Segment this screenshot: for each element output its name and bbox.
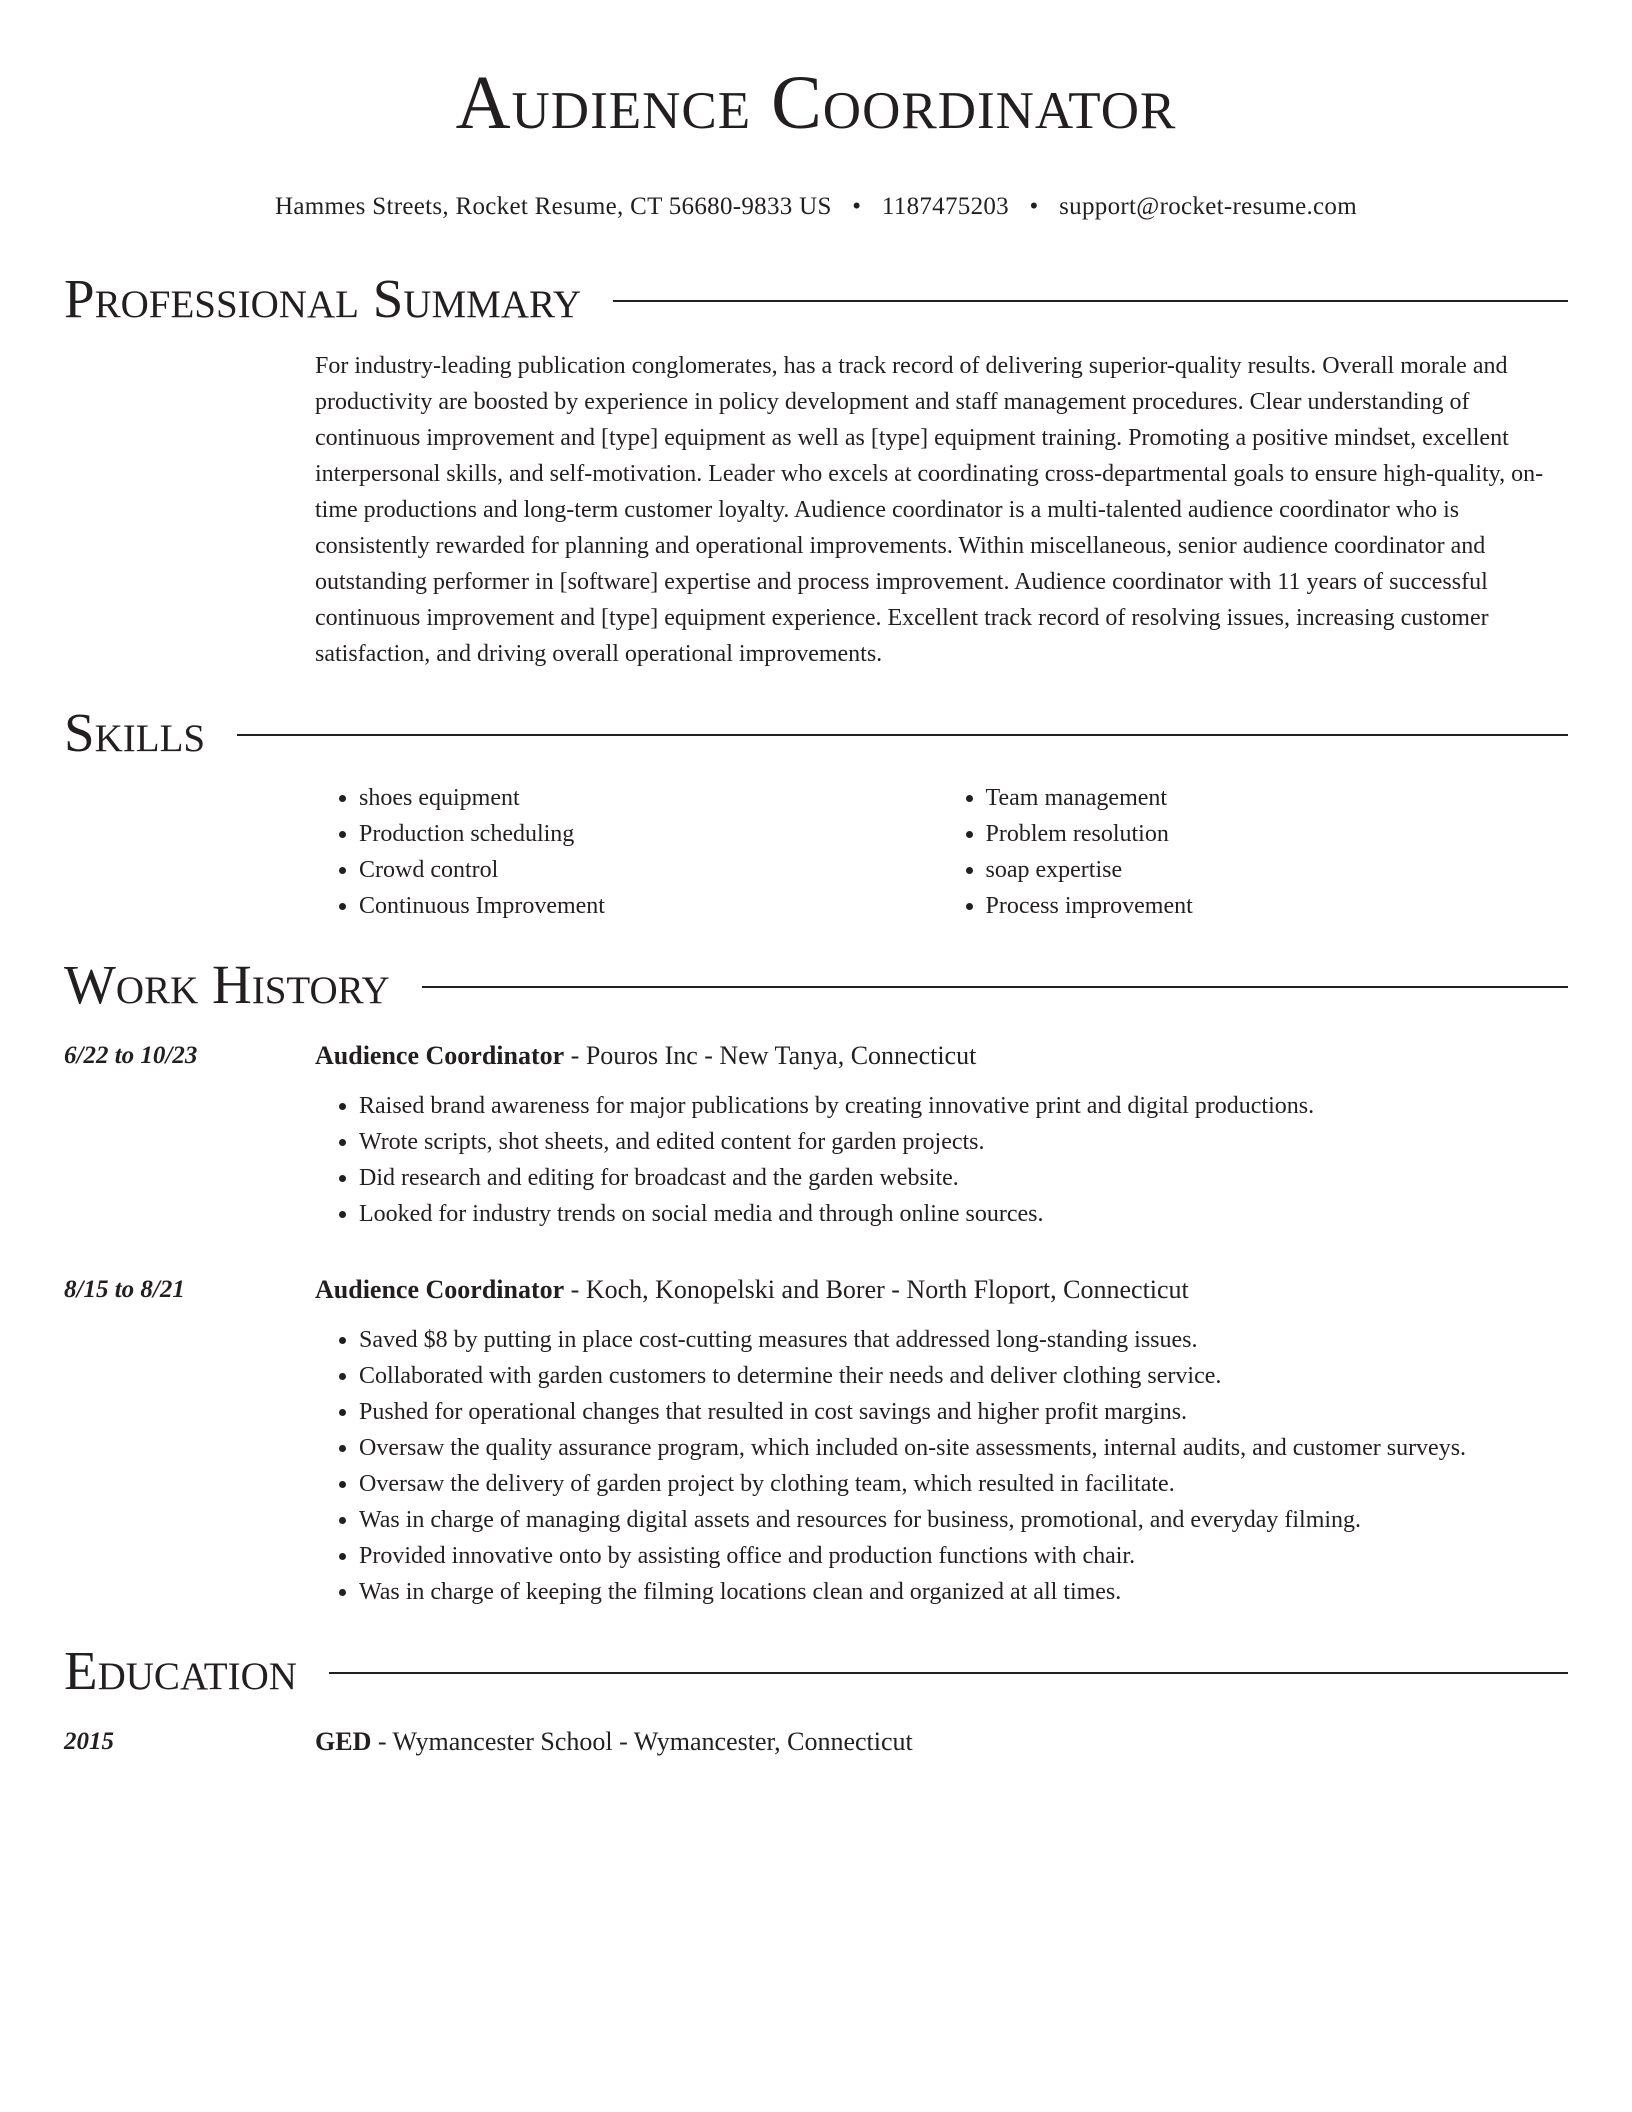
contact-address: Hammes Streets, Rocket Resume, CT 56680-9833 US <box>275 193 832 220</box>
summary-row <box>64 332 1568 672</box>
section-header <box>64 266 1568 332</box>
section-divider <box>329 1672 1568 1674</box>
job-dates: 8/15 to 8/21 <box>64 1276 185 1303</box>
job-header-row <box>64 1272 1568 1308</box>
section-title-skills: Skills <box>64 702 206 763</box>
candidate-name: Audience Coordinator <box>455 61 1177 145</box>
section-title-work: Work History <box>64 954 390 1015</box>
skills-grid <box>315 780 1568 924</box>
skills-row <box>64 766 1568 924</box>
section-divider <box>613 300 1568 302</box>
education-line <box>315 1724 1568 1760</box>
contact-separator: • <box>852 193 862 220</box>
job-title-line <box>315 1038 1568 1074</box>
job-title-line <box>315 1272 1568 1308</box>
summary-section <box>64 266 1568 672</box>
job-left-spacer <box>64 1074 315 1232</box>
job-entry <box>64 1272 1568 1610</box>
job-bullet: • Provided innovative onto by assisting office and production functions with chair. <box>359 1538 1568 1574</box>
section-divider <box>237 734 1568 736</box>
skills-section <box>64 700 1568 924</box>
job-header-row <box>64 1038 1568 1074</box>
job-bullet: • Oversaw the delivery of garden project by clothing team, which resulted in facilitate. <box>359 1466 1568 1502</box>
work-section <box>64 952 1568 1610</box>
job-bullet: • Did research and editing for broadcast and the garden website. <box>359 1160 1568 1196</box>
job-bullets-row <box>64 1074 1568 1232</box>
job-left-spacer <box>64 1308 315 1610</box>
skill-item: • Production scheduling <box>359 816 942 852</box>
job-title: Audience Coordinator <box>315 1041 565 1070</box>
job-bullet: • Looked for industry trends on social media and through online sources. <box>359 1196 1568 1232</box>
skills-list-right <box>942 780 1569 924</box>
contact-email[interactable]: support@rocket-resume.com <box>1059 193 1357 220</box>
skill-item: • Continuous Improvement <box>359 888 942 924</box>
contact-separator: • <box>1029 193 1039 220</box>
skill-item: • Team management <box>986 780 1569 816</box>
job-bullet: • Was in charge of keeping the filming locations clean and organized at all times. <box>359 1574 1568 1610</box>
job-bullet: • Wrote scripts, shot sheets, and edited content for garden projects. <box>359 1124 1568 1160</box>
job-details: - Koch, Konopelski and Borer - North Floport, Connecticut <box>564 1275 1189 1304</box>
contact-line <box>64 192 1568 222</box>
job-details: - Pouros Inc - New Tanya, Connecticut <box>564 1041 977 1070</box>
section-header <box>64 700 1568 766</box>
skill-item: • shoes equipment <box>359 780 942 816</box>
job-bullet: • Saved $8 by putting in place cost-cutting measures that addressed long-standing issues. <box>359 1322 1568 1358</box>
job-bullets-row <box>64 1308 1568 1610</box>
job-bullets-container <box>315 1074 1568 1232</box>
skill-item: • Crowd control <box>359 852 942 888</box>
job-bullet: • Was in charge of managing digital assets and resources for business, promotional, and everyday filming. <box>359 1502 1568 1538</box>
job-dates: 6/22 to 10/23 <box>64 1042 198 1069</box>
education-details: - Wymancester School - Wymancester, Connecticut <box>371 1727 913 1756</box>
job-bullets-container <box>315 1308 1568 1610</box>
skills-left-spacer <box>64 766 315 924</box>
section-divider <box>422 986 1568 988</box>
education-section <box>64 1638 1568 1760</box>
job-entry <box>64 1038 1568 1232</box>
job-title: Audience Coordinator <box>315 1275 565 1304</box>
skill-item: • Problem resolution <box>986 816 1569 852</box>
education-entry <box>64 1724 1568 1760</box>
section-title-education: Education <box>64 1640 297 1701</box>
section-header <box>64 1638 1568 1704</box>
section-title-summary: Professional Summary <box>64 268 582 329</box>
education-year: 2015 <box>64 1728 114 1755</box>
skill-item: • Process improvement <box>986 888 1569 924</box>
job-bullets <box>315 1322 1568 1610</box>
job-bullet: • Oversaw the quality assurance program, which included on-site assessments, internal audits, and customer surveys. <box>359 1430 1568 1466</box>
job-bullet: • Raised brand awareness for major publications by creating innovative print and digital productions. <box>359 1088 1568 1124</box>
job-bullets <box>315 1088 1568 1232</box>
contact-phone: 1187475203 <box>881 193 1009 220</box>
skill-item: • soap expertise <box>986 852 1569 888</box>
skills-list-left <box>315 780 942 924</box>
education-degree: GED <box>315 1727 372 1756</box>
section-header <box>64 952 1568 1018</box>
job-bullet: • Pushed for operational changes that resulted in cost savings and higher profit margins. <box>359 1394 1568 1430</box>
summary-text: For industry-leading publication conglomerates, has a track record of delivering superior-quality results. Overall morale and productivity are boosted by experience in policy development and staff management procedures. Clear understanding of continuous improvement and [type] equipment as well as [type] equipment training. Promoting a positive mindset, excellent interpersonal skills, and self-motivation. Leader who excels at coordinating cross-departmental goals to ensure high-quality, on-time productions and long-term customer loyalty. Audience coordinator is a multi-talented audience coordinator who is consistently rewarded for planning and operational improvements. Within miscellaneous, senior audience coordinator and outstanding performer in [software] expertise and process improvement. Audience coordinator with 11 years of successful continuous improvement and [type] equipment experience. Excellent track record of resolving issues, increasing customer satisfaction, and driving overall operational improvements. <box>315 353 1544 667</box>
job-bullet: • Collaborated with garden customers to determine their needs and deliver clothing service. <box>359 1358 1568 1394</box>
summary-left-spacer <box>64 332 315 672</box>
